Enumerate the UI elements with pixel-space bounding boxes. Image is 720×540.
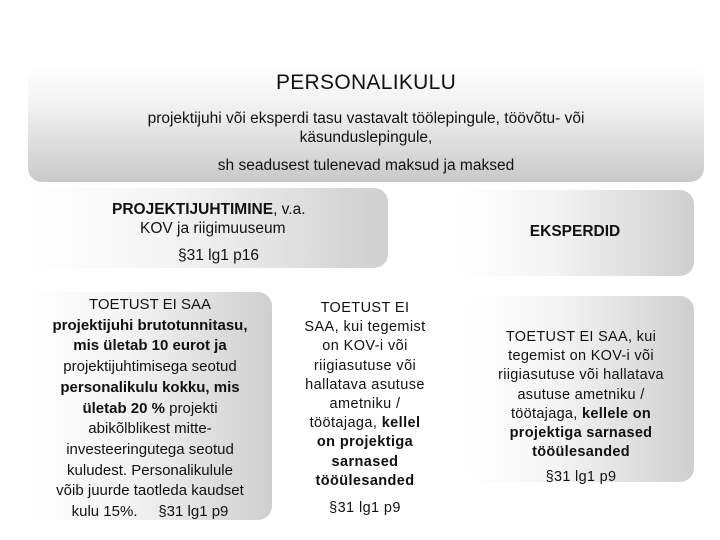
b3-line1b: , kui bbox=[628, 329, 657, 345]
b2-line3: on KOV-i või bbox=[322, 338, 408, 355]
personalikulu-text-line2: käsunduslepingule, bbox=[299, 129, 433, 146]
b3-line3: riigiasutuse või hallatava bbox=[498, 367, 664, 384]
b3-line7: tööülesanded bbox=[532, 444, 630, 461]
projektijuhtimine-heading bbox=[112, 200, 306, 219]
b1-line11: kulu 15%. §31 lg1 p9 bbox=[71, 503, 229, 521]
b2-line4: riigiasutuse või bbox=[313, 357, 417, 374]
projektijuht-condition-box bbox=[28, 292, 272, 520]
b1-line10: võib juurde taotleda kaudset bbox=[56, 482, 244, 500]
personalikulu-title: PERSONALIKULU bbox=[275, 71, 457, 94]
projektijuhtimine-ref: §31 lg1 p16 bbox=[178, 247, 260, 264]
b3-line6: projektiga sarnased bbox=[509, 425, 653, 442]
personalikulu-text-line3: sh seadusest tulenevad maksud ja maksed bbox=[217, 157, 515, 174]
projektijuht-condition-text bbox=[28, 295, 272, 523]
b1-line5: personalikulu kokku, mis bbox=[60, 378, 240, 396]
b1-line9: kuludest. Personalikulule bbox=[67, 461, 233, 479]
b3-line4: asutuse ametniku / bbox=[517, 386, 645, 403]
b2-line8: on projektiga bbox=[316, 434, 414, 451]
b3-line2: tegemist on KOV-i või bbox=[508, 348, 654, 365]
personalikulu-box bbox=[28, 66, 704, 182]
b2-line1: TOETUST EI bbox=[320, 300, 410, 316]
b3-ref: §31 lg1 p9 bbox=[545, 469, 617, 486]
eksperdid-box bbox=[456, 190, 694, 276]
b3-line5a: töötajaga, bbox=[510, 405, 582, 422]
b1-line7: abikõlblikest mitte- bbox=[88, 420, 212, 438]
personalikulu-text-line1: projektijuhi või eksperdi tasu vastavalt töölepingule, töövõtu- või bbox=[147, 110, 585, 127]
b2-line7b: kellel bbox=[381, 415, 421, 432]
b3-line1a: TOETUST EI SAA bbox=[505, 329, 629, 345]
projektijuhtimine-line2: KOV ja riigimuuseum bbox=[140, 220, 286, 237]
b2-line2a: SAA bbox=[304, 319, 335, 336]
b2-line5: hallatava asutuse bbox=[305, 376, 425, 393]
b2-line10: tööülesanded bbox=[315, 472, 415, 489]
projektijuhtimine-heading-rest: , v.a. bbox=[273, 201, 306, 218]
b2-line6: ametniku / bbox=[329, 396, 401, 413]
b3-line5b: kellele on bbox=[581, 405, 652, 422]
b1-line6a: ületab 20 % bbox=[82, 399, 165, 417]
b1-line4: projektijuhtimisega seotud bbox=[63, 358, 237, 376]
projektijuhtimine-box bbox=[28, 188, 388, 268]
b1-line8: investeeringutega seotud bbox=[66, 440, 234, 458]
b2-line9: sarnased bbox=[331, 453, 399, 470]
b1-line2: projektijuhi brutotunnitasu, bbox=[52, 316, 248, 334]
b2-line2b: , kui tegemist bbox=[334, 319, 426, 336]
b1-line3: mis ületab 10 eurot ja bbox=[73, 337, 227, 355]
eksperdid-condition-box bbox=[468, 296, 694, 486]
b1-line1: TOETUST EI SAA bbox=[89, 296, 211, 313]
projektijuhtimine-heading-bold: PROJEKTIJUHTIMINE bbox=[112, 201, 274, 218]
b2-ref: §31 lg1 p9 bbox=[329, 500, 401, 517]
b2-line7a: töötajaga, bbox=[309, 415, 382, 432]
projektijuht-ametnik-text bbox=[288, 299, 442, 518]
eksperdid-title: EKSPERDID bbox=[529, 223, 621, 240]
projektijuht-ametnik-box bbox=[288, 294, 442, 517]
b1-line6b: projekti bbox=[169, 399, 218, 417]
eksperdid-condition-text bbox=[468, 328, 694, 488]
